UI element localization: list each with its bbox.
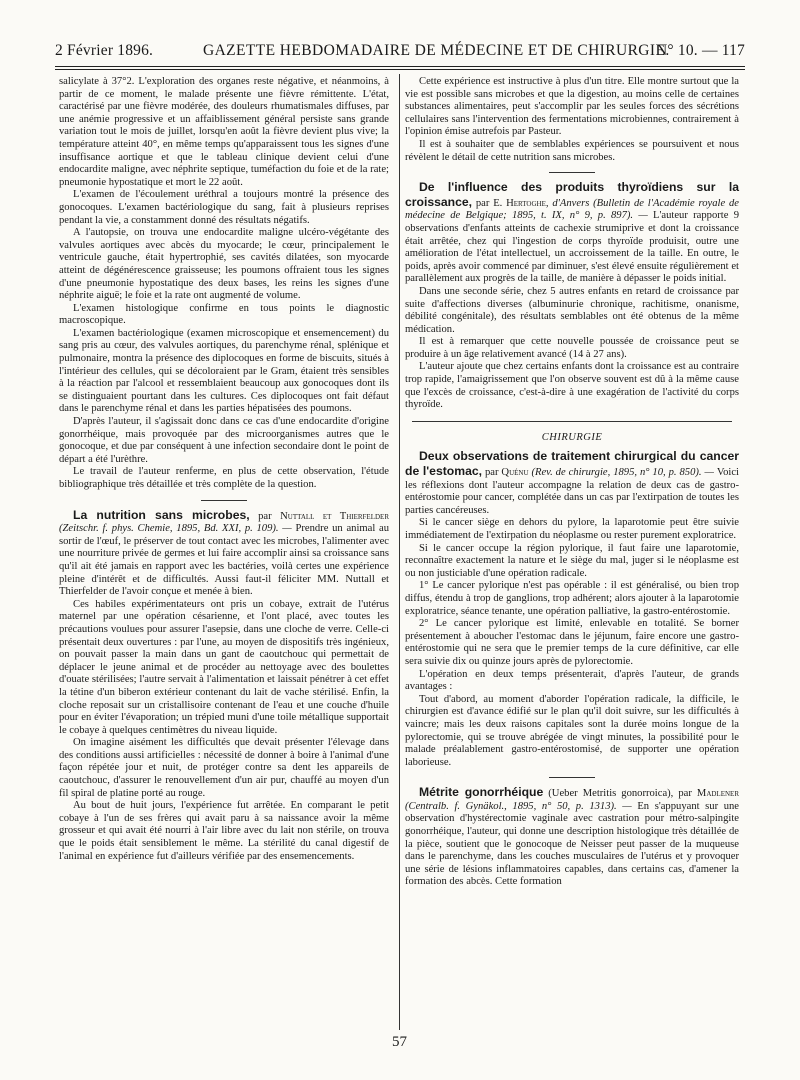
article-title: La nutrition sans microbes,: [73, 507, 250, 522]
article-separator: [549, 777, 595, 778]
article-reference: (Centralb. f. Gynäkol., 1895, n° 50, p. 1313). —: [405, 800, 638, 812]
right-column: [405, 76, 739, 889]
journal-title: GAZETTE HEBDOMADAIRE DE MÉDECINE ET DE CHIRURGIE.: [203, 42, 670, 59]
paragraph: Au bout de huit jours, l'expérience fut arrêtée. En comparant le petit cobaye à l'un de ses frères qui avait paru à sa naissance avoir la même grosseur et qui avait été nourri à l'air libre avec du lait non stérile, on trouva que le poids était sensiblement le même. La stérilité du canal digestif de l'animal en expérience fut d'ailleurs vérifiée par des ensemencements.: [59, 800, 389, 862]
paragraph: 2° Le cancer pylorique est limité, enlevable en totalité. Se borner présentement à aboucher l'estomac dans le jéjunum, faire encore une gastro-entérostomie qui ne sera que le premier temps de la cure définitive, car elle sera suivie dix ou quinze jours après de pylorectomie.: [405, 618, 739, 667]
paragraph: Dans une seconde série, chez 5 autres enfants en retard de croissance par suite d'affections diverses (albuminurie chronique, rachitisme, onanisme, débilité congénitale), des résultats semblables ont été obtenus de la même médication.: [405, 285, 739, 335]
article-title: Deux observations de traitement chirurgical du cancer de l'estomac,: [405, 449, 739, 479]
paragraph: Il est à souhaiter que de semblables expériences se poursuivent et nous révèlent le détail de cette nutrition sans microbes.: [405, 138, 739, 163]
paragraph: L'examen histologique confirme en tous points le diagnostic macroscopique.: [59, 302, 389, 327]
paragraph: Tout d'abord, au moment d'aborder l'opération radicale, la difficile, le chirurgien est d'avance édifié sur le plan qu'il doit suivre, sur les difficultés à vaincre; mais les deux raisons capitales sont la durée moins longue de la pylorectomie, qui se trouve abrégée de vingt minutes, la possibilité pour le malade préalablement gastro-entérostomisé, de supporter une opération laborieuse.: [405, 693, 739, 768]
paragraph: D'après l'auteur, il s'agissait donc dans ce cas d'une endocardite d'origine gonorrhéique, mais provoquée par des microorganismes autres que le gonocoque, et due par conséquent à une infection secondaire dont le point de départ a été l'urèthre.: [59, 416, 389, 465]
paragraph: Si le cancer siège en dehors du pylore, la laparotomie peut être suivie immédiatement de l'extirpation du néoplasme ou rester purement exploratrice.: [405, 517, 739, 541]
article-reference: (Rev. de chirurgie, 1895, n° 10, p. 850). —: [528, 467, 717, 479]
page-header: [55, 40, 745, 66]
header-rule-bottom: [55, 69, 745, 70]
article-separator: [549, 172, 595, 173]
paragraph: 1° Le cancer pylorique n'est pas opérable : il est généralisé, ou bien trop diffus, étendu à trop de ganglions, trop adhérent; alors ajouter à la laparotomie exploratrice, séance tenante, une opération palliative, la gastro-entérostomie.: [405, 580, 739, 617]
article-heading: Deux observations de traitement chirurgical du cancer de l'estomac, par Quénu (Rev. de chirurgie, 1895, n° 10, p. 850). — Voici les réflexions dont l'auteur accompagne la relation de deux cas de gastro-entérostomie pour cancer, complétée dans un cas par l'extirpation de toutes les parties cancéreuses.: [405, 449, 739, 516]
paragraph: salicylate à 37°2. L'exploration des organes reste négative, et néanmoins, à partir de ce moment, le malade présente une fièvre rémittente. L'état, caractérisé par une fièvre modérée, des douleurs rhumatismales diffuses, par une anémie progressive et un affaiblissement général persiste sans grande variation tout le mois de juillet, lorsqu'en août la fièvre devient plus vive; la température atteint 40°, en même temps qu'apparaissent tous les signes d'une insuffisance aortique et que le tableau clinique devient celui d'une endocardite maligne, avec néphrite septique, tuméfaction du foie et de la rate; pneumonie hypostatique et mort le 22 août.: [59, 76, 389, 188]
issue-date: 2 Février 1896.: [55, 42, 154, 59]
article-heading: De l'influence des produits thyroïdiens sur la croissance, par E. Hertoghe, d'Anvers (Bulletin de l'Académie royale de médecine de Belgique; 1895, t. IX, n° 9, p. 897). — L'auteur rapporte 9 observations d'enfants atteints de cachexie strumiprive et dont la croissance était arrêtée, chez qui l'ingestion de corps thyroïde produisit, outre une amélioration de l'état intellectuel, un accroissement de la taille. En outre, le poids, après avoir commencé par diminuer, s'est élevé ensuite régulièrement et parallèlement aux progrès de la taille, de manière à dépasser le poids initial.: [405, 180, 739, 285]
paragraph: A l'autopsie, on trouva une endocardite maligne ulcéro-végétante des valvules aortiques avec abcès du myocarde; le cœur, principalement le ventricule gauche, était hypertrophié, ses cavités dilatées, son myocarde atteint de dégénérescence graisseuse; les poumons offraient tous les signes d'une pneumonie hypostatique des deux bases, les reins les signes d'une néphrite aiguë; le foie et la rate ont augmenté de volume.: [59, 227, 389, 302]
paragraph: Le travail de l'auteur renferme, en plus de cette observation, l'étude bibliographique très détaillée et très complète de la question.: [59, 466, 389, 490]
header-rule-top: [55, 66, 745, 67]
article-heading: La nutrition sans microbes, par Nuttall et Thierfelder (Zeitschr. f. phys. Chemie, 1895, Bd. XXI, p. 109). — Prendre un animal au sortir de l'œuf, le préserver de tout contact avec les microbes, l'alimenter avec une nourriture privée de germes et lui faire accomplir ainsi sa croissance sans qu'il ait été jamais en rapport avec les bactéries, voilà certes une expérience pleine d'intérêt et de difficultés. Aussi faut-il féliciter MM. Nuttall et Thierfelder de l'avoir conçue et menée à bien.: [59, 507, 389, 598]
article-author: Hertoghe: [506, 197, 546, 209]
section-heading: CHIRURGIE: [541, 431, 603, 443]
paragraph: Cette expérience est instructive à plus d'un titre. Elle montre surtout que la vie est possible sans microbes et que la digestion, au moins celle de certaines substances alimentaires, peut s'accomplir par les seules forces des sécrétions cellulaires sans l'intervention des fermentations microbiennes, contrairement à l'opinion émise autrefois par Pasteur.: [405, 76, 739, 138]
issue-page-number: N° 10. — 117: [656, 42, 745, 59]
paragraph: Ces habiles expérimentateurs ont pris un cobaye, extrait de l'utérus maternel par une opération césarienne, et l'ont placé, avec toutes les précautions voulues pour assurer l'asepsie, dans une cloche de verre. Celle-ci présentait deux ouvertures : par l'une, au moyen de dispositifs très ingénieux, on pouvait passer la main dans un gant de caoutchouc qui permettait de déplacer le jeune animal et de procéder au nettoyage avec des boulettes d'ouate stérilisées; l'autre servait à l'alimentation et laissait pénétrer à cet effet la tétine d'un biberon extérieur contenant du lait de vache stérilisé. Enfin, la cloche reposait sur un cristallisoire contenant de l'eau et une couche d'huile pour en éviter l'évaporation; un trépied muni d'une toile métallique supportait le cobaye à quelques centimètres du niveau liquide.: [59, 598, 389, 736]
paragraph: L'auteur ajoute que chez certains enfants dont la croissance est au contraire trop rapide, l'amaigrissement que l'on observe souvent est dû à la même cause que l'excès de croissance, c'est-à-dire à une exagération de l'activité du corps thyroïde.: [405, 361, 739, 411]
article-author: Nuttall et Thierfelder: [280, 510, 389, 522]
section-separator: [412, 421, 733, 422]
paragraph: On imagine aisément les difficultés que devait présenter l'élevage dans des conditions aussi artificielles : nécessité de donner à boire à l'animal d'une façon répétée jour et nuit, de protéger contre sa dent les appareils de caoutchouc, d'assurer le renouvellement d'un air pur, chauffé au moyen d'un fil spiral de platine porté au rouge.: [59, 737, 389, 799]
paragraph: L'opération en deux temps présenterait, d'après l'auteur, de grands avantages :: [405, 668, 739, 693]
article-author: Madlener: [696, 788, 739, 800]
article-reference: , d'Anvers (Bulletin de l'Académie royale de médecine de Belgique; 1895, t. IX, n° 9, p. 897). —: [405, 197, 739, 222]
article-author: Quénu: [501, 467, 529, 479]
column-divider: [399, 74, 400, 1030]
paragraph: Si le cancer occupe la région pylorique, il faut faire une laparotomie, reconnaître exactement la nature et le siège du mal, juger si le néoplasme est ou non justiciable d'une opération radicale.: [405, 542, 739, 579]
left-column: [59, 76, 389, 863]
paragraph: L'examen de l'écoulement uréthral a toujours montré la présence des gonocoques. L'examen bactériologique du sang, fait à plusieurs reprises pendant la vie, a constamment donné des résultats négatifs.: [59, 189, 389, 226]
article-separator: [201, 500, 247, 501]
article-title: Métrite gonorrhéique: [419, 785, 544, 800]
article-reference: (Zeitschr. f. phys. Chemie, 1895, Bd. XXI, p. 109). —: [59, 523, 296, 535]
paragraph: Il est à remarquer que cette nouvelle poussée de croissance peut se produire à un âge relativement avancé (14 à 27 ans).: [405, 336, 739, 360]
paragraph: L'examen bactériologique (examen microscopique et ensemencement) du sang pris au cœur, des valvules aortiques, du parenchyme rénal, splénique et pulmonaire, montra la présence des diplocoques en forme de biscuits, situés à l'intérieur des cellules, qui se décoloraient par le Gram, étaient très sensibles à la réaction par l'alcool et ressemblaient beaucoup aux gonocoques dont ils se distinguaient pourtant dans les cultures. Ces diplocoques ont fait défaut dans le parenchyme rénal et dans les parties hépatisées des poumons.: [59, 327, 389, 415]
article-title: De l'influence des produits thyroïdiens sur la croissance,: [405, 180, 739, 209]
page-number: 57: [392, 1034, 407, 1050]
article-heading: Métrite gonorrhéique (Ueber Metritis gonorroica), par Madlener (Centralb. f. Gynäkol., 1895, n° 50, p. 1313). — En s'appuyant sur une observation d'hystérectomie vaginale avec castration pour métro-salpingite gonorrhéique, l'auteur, qui donne une description histologique très détaillée de la pièce, soutient que le gonocoque de Neisser peut passer de la muqueuse dans le parenchyme, dans les couches musculaires de l'utérus et y provoquer une série de lésions inflammatoires capables, dans certains cas, d'amener la formation des abcès. Cette formation: [405, 785, 739, 888]
